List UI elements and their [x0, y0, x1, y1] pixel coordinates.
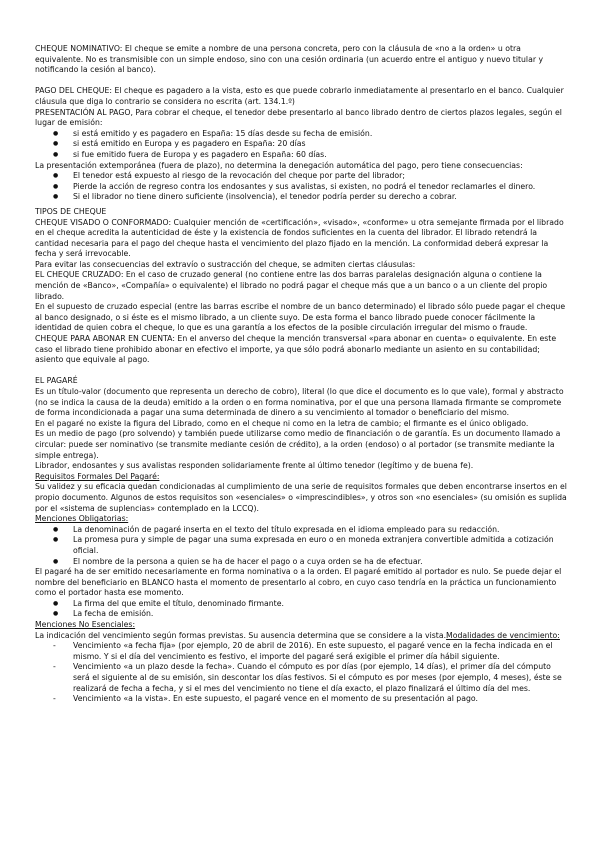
list-item: ● La promesa pura y simple de pagar una suma expresada en euro o en moneda extranjera convertible admitida a cotización oficial.: [35, 535, 567, 556]
pago-del-cheque-paragraph: PAGO DEL CHEQUE: El cheque es pagadero a la vista, esto es que puede cobrarlo inmediatamente al presentarlo en el banco. Cualquier cláusula que diga lo contrario se considera no escrita (art. 134.1.º): [35, 86, 564, 106]
plazos-list: [35, 129, 567, 161]
pagare-medio-de-pago-paragraph: Es un medio de pago (pro solvendo) y también puede utilizarse como medio de financiación o de garantía. Es un documento llamado a circular: puede ser nominativo (se transmite mediante cesión de crédito), a la orden (endoso) o al portador (se transmite mediante la simple entrega).: [35, 429, 561, 460]
list-item: ● Si el librador no tiene dinero suficiente (insolvencia), el tenedor podría perder su derecho a cobrar.: [35, 192, 567, 203]
list-item: ● si está emitido en Europa y es pagadero en España: 20 días: [35, 139, 567, 150]
list-item: - Vencimiento «a la vista». En este supuesto, el pagaré vence en el momento de su presentación al pago.: [35, 694, 567, 705]
vencimiento-text: La indicación del vencimiento según formas previstas. Su ausencia determina que se considere a la vista.: [35, 630, 447, 640]
cheque-visado-paragraph: CHEQUE VISADO O CONFORMADO: Cualquier mención de «certificación», «visado», «conforme» u otra semejante firmada por el librado en el cheque acredita la autenticidad de éste y la existencia de fondos suficientes en la cuenta del librador. El librado retendrá la cantidad necesaria para el pago del cheque hasta el vencimiento del plazo fijado en la mención. La conformidad deberá expresar la fecha y será irrevocable.: [35, 217, 564, 259]
list-item: - Vencimiento «a fecha fija» (por ejemplo, 20 de abril de 2016). En este supuesto, el pagaré vence en la fecha indicada en el mismo. Y si el día del vencimiento es festivo, el importe del pagaré será exigible el primer día hábil siguiente.: [35, 641, 567, 662]
cheque-abonar-en-cuenta-paragraph: CHEQUE PARA ABONAR EN CUENTA: En el anverso del cheque la mención transversal «para abonar en cuenta» o equivalente. En este caso el librado tiene prohibido abonar en efectivo el importe, ya que sólo podrá abonarlo mediante un asiento en su contabilidad; asiento que equivale al pago.: [35, 334, 557, 365]
document-page: [35, 44, 567, 705]
vencimiento-paragraph: [35, 631, 567, 642]
list-item: ● La denominación de pagaré inserta en el texto del título expresada en el idioma empleado para su redacción.: [35, 525, 567, 536]
pagare-librado-paragraph: En el pagaré no existe la figura del Librado, como en el cheque ni como en la letra de cambio; el firmante es el único obligado.: [35, 418, 529, 428]
cruzado-especial-paragraph: En el supuesto de cruzado especial (entre las barras escribe el nombre de un banco determinado) el librado sólo puede pagar el cheque al banco designado, o si éste es el mismo librado, a un cliente suyo. De esta forma el banco librado puede conocer fácilmente la identidad de quien cobra el cheque, lo que es una garantía a los efectos de la posible circulación irregular del mismo o fraude.: [35, 302, 566, 333]
menciones-obligatorias-heading: Menciones Obligatorias:: [35, 514, 129, 524]
list-item: ● si está emitido y es pagadero en España: 15 días desde su fecha de emisión.: [35, 129, 567, 140]
firma-fecha-list: [35, 599, 567, 620]
list-item: ● La fecha de emisión.: [35, 609, 567, 620]
clausulas-intro-paragraph: Para evitar las consecuencias del extravío o sustracción del cheque, se admiten ciertas cláusulas:: [35, 259, 416, 269]
tipos-de-cheque-heading: TIPOS DE CHEQUE: [35, 206, 107, 216]
pagare-definicion-paragraph: Es un título-valor (documento que representa un derecho de cobro), literal (lo que dice el documento es lo que vale), formal y abstracto (no se indica la causa de la deuda) emitido a la orden o en forma nominativa, por el que una persona llamada firmante se compromete de forma incondicionada a pagar una suma determinada de dinero a su vencimiento al tomador o beneficiario del mismo.: [35, 387, 564, 418]
menciones-no-esenciales-heading: Menciones No Esenciales:: [35, 620, 136, 630]
consecuencias-list: [35, 171, 567, 203]
requisitos-paragraph: Su validez y su eficacia quedan condicionadas al cumplimiento de una serie de requisitos formales que deben encontrarse insertos en el propio documento. Algunos de estos requisitos son «esenciales» o «imprescindibles», y otros son «no esenciales» (su omisión es suplida por el «sistema de suplencias» contemplado en la LCCQ).: [35, 482, 567, 513]
modalidades-vencimiento-label: Modalidades de vencimiento:: [446, 630, 560, 640]
forma-nominativa-paragraph: El pagaré ha de ser emitido necesariamente en forma nominativa o a la orden. El pagaré emitido al portador es nulo. Se puede dejar el nombre del beneficiario en BLANCO hasta el momento de presentarlo al cobro, en cuyo caso tendría en la práctica un funcionamiento como el portador hasta ese momento.: [35, 567, 562, 598]
modalidades-list: [35, 641, 567, 705]
list-item: - Vencimiento «a un plazo desde la fecha». Cuando el cómputo es por días (por ejemplo, 14 días), el primer día del cómputo será el siguiente al de su emisión, sin descontar los días festivos. Si el cómputo es por meses (por ejemplo, 4 meses), éste se realizará de fecha a fecha, y si el mes del vencimiento no tiene el día exacto, el plazo finalizará el último día del mes.: [35, 662, 567, 694]
el-pagare-heading: EL PAGARÉ: [35, 376, 78, 386]
list-item: ● Pierde la acción de regreso contra los endosantes y sus avalistas, si existen, no podrá el tenedor reclamarles el dinero.: [35, 182, 567, 193]
cheque-nominativo-paragraph: CHEQUE NOMINATIVO: El cheque se emite a nombre de una persona concreta, pero con la cláusula de «no a la orden» u otra equivalente. No es transmisible con un simple endoso, sino con una cesión ordinaria (un acuerdo entre el antiguo y nuevo titular y notificando la cesión al banco).: [35, 44, 544, 75]
pagare-responsables-paragraph: Librador, endosantes y sus avalistas responden solidariamente frente al último tenedor (legítimo y de buena fe).: [35, 461, 474, 471]
cheque-cruzado-paragraph: EL CHEQUE CRUZADO: En el caso de cruzado general (no contiene entre las dos barras paralelas designación alguna o contiene la mención de «Banco», «Compañía» o equivalente) el librado no podrá pagar el cheque más que a un banco o a un cliente del propio librado.: [35, 270, 548, 301]
requisitos-formales-heading: Requisitos Formales Del Pagaré:: [35, 471, 160, 481]
menciones-obligatorias-list: [35, 525, 567, 567]
list-item: ● El nombre de la persona a quien se ha de hacer el pago o a cuya orden se ha de efectuar.: [35, 557, 567, 568]
presentacion-extemporanea-paragraph: La presentación extemporánea (fuera de plazo), no determina la denegación automática del pago, pero tiene consecuencias:: [35, 160, 523, 170]
presentacion-al-pago-paragraph: PRESENTACIÓN AL PAGO, Para cobrar el cheque, el tenedor debe presentarlo al banco librado dentro de ciertos plazos legales, según el lugar de emisión:: [35, 107, 562, 128]
list-item: ● La firma del que emite el título, denominado firmante.: [35, 599, 567, 610]
list-item: ● El tenedor está expuesto al riesgo de la revocación del cheque por parte del librador;: [35, 171, 567, 182]
list-item: ● si fue emitido fuera de Europa y es pagadero en España: 60 días.: [35, 150, 567, 161]
